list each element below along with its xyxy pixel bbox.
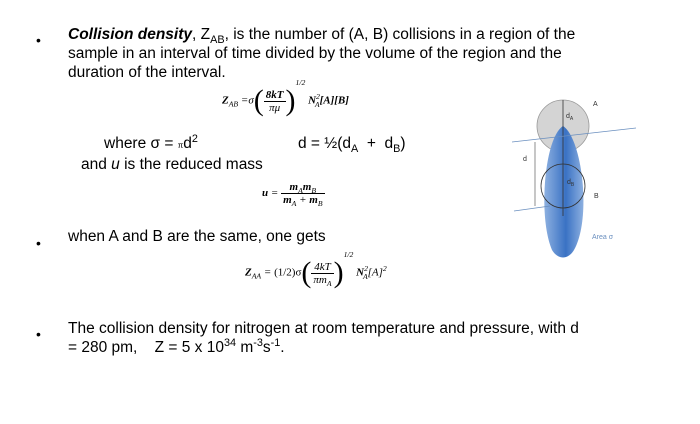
where-sup: 2 [191, 132, 198, 145]
where-d: d [183, 135, 192, 152]
eq2-fraction [281, 181, 324, 209]
paragraph-same-species: when A and B are the same, one gets [68, 228, 326, 245]
bullet-2: • [36, 235, 41, 251]
where-sigma-line [104, 134, 198, 155]
p1-rest: , is the number of (A, B) collisions in a region of the [224, 26, 576, 43]
eq1-exponent: 1/2 [295, 77, 306, 87]
p1-line2: sample in an interval of time divided by the volume of the region and the [68, 45, 562, 62]
eq2-eq: = [270, 187, 279, 200]
eq1-eq: = [240, 94, 249, 107]
reduced-mass-line [81, 155, 263, 174]
label-db: $d_B$ [567, 179, 575, 188]
label-area: Area σ [592, 234, 614, 241]
p1-line1 [68, 25, 668, 47]
eq1-lhs-sub: AB [228, 99, 239, 109]
eq1-n: N [308, 94, 317, 107]
eq3-eq: = [263, 266, 272, 279]
reduced-pre: and [81, 156, 112, 173]
bullet-3: • [36, 326, 41, 342]
eq1-fraction [264, 89, 286, 114]
p1-line3: duration of the interval. [68, 64, 226, 81]
eq2-num: $m_Am_B$ [281, 181, 324, 194]
d-text1: d = ½(d [298, 135, 351, 152]
term-collision-density: Collision density [68, 26, 193, 43]
eq1-num: 8kT [265, 88, 284, 101]
eq3-n: N [356, 266, 365, 279]
eq1-concentrations: [A][B] [319, 94, 349, 107]
reduced-u: u [111, 156, 120, 173]
eq3-n-sub: A [362, 271, 368, 281]
p1-zab-sub: AB [210, 34, 225, 47]
eq3-lhs-sub: AA [251, 271, 262, 281]
equation-reduced-mass [262, 181, 325, 209]
eq3-lhs: Z [245, 266, 252, 279]
eq2-lhs: u [262, 187, 269, 200]
label-a: A [593, 101, 598, 108]
eq3-num: 4kT [311, 261, 333, 274]
equation-zab: $Z_{AB} =\sigma$( $\frac{8kT}{\pi\mu}$ )$^{1/2}$ $N^2_A[A][B]$ [222, 77, 349, 117]
eq3-den: $\pi m_A$ [313, 273, 332, 288]
eq3-exponent: 1/2 [343, 249, 354, 259]
equation-zaa: $Z_{AA} = (1/2)\sigma$( $\frac{4kT}{\pi m_A}$ )$^{1/2}$ $N^2_A[A]^2$ [245, 249, 387, 289]
eq1-n-sub: A [314, 99, 320, 109]
d-text3: ) [400, 135, 406, 152]
label-da: $d_A$ [566, 113, 574, 122]
eq3-conc-sup: 2 [382, 263, 387, 273]
where-pi: π [177, 141, 184, 150]
paragraph-collision-density [68, 25, 668, 82]
d-average-line [298, 134, 406, 156]
collision-diagram [500, 98, 640, 270]
eq3-fraction [311, 261, 333, 286]
bullet-1: • [36, 32, 41, 48]
d-sub-b: B [393, 143, 401, 156]
label-d: d [523, 156, 527, 163]
eq2-den: $m_A + m_B$ [283, 194, 323, 209]
eq1-lhs: Z [222, 94, 229, 107]
label-b: B [594, 193, 599, 200]
p3-line2: = 280 pm, Z = 5 x $10^{34}$ $m^{-3}s^{-1}$. [68, 336, 285, 356]
d-text2: + d [358, 135, 394, 152]
p3-line1: The collision density for nitrogen at room temperature and pressure, with d [68, 320, 579, 337]
paragraph-nitrogen [68, 319, 678, 357]
eq3-n-sup: 2 [364, 263, 368, 273]
p1-zab: , Z [192, 26, 211, 43]
d-sub-a: A [351, 143, 359, 156]
eq1-n-sup: 2 [316, 91, 320, 101]
reduced-post: is the reduced mass [119, 156, 263, 173]
eq1-sigma: σ [248, 94, 254, 107]
eq3-coef: (1/2)σ [274, 266, 302, 279]
where-text: where σ = [104, 135, 178, 152]
eq3-concentration: [A] [367, 266, 383, 279]
eq1-den: πμ [269, 101, 281, 114]
